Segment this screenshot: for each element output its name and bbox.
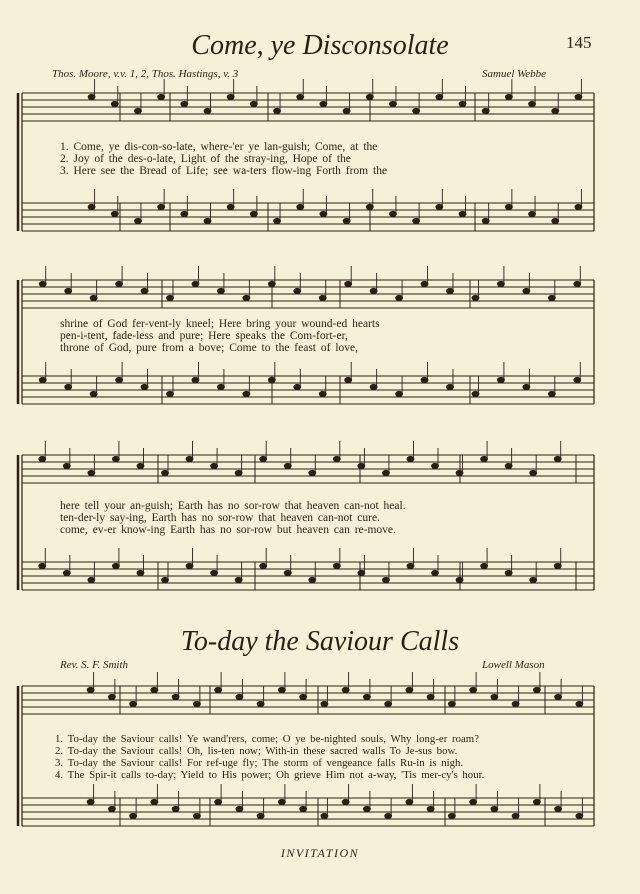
- lyric-line: throne of God, pure from a bove; Come to the feast of love,: [60, 342, 359, 354]
- lyric-line: here tell your an-guish; Earth has no sor-row that heaven can-not heal.: [60, 500, 406, 512]
- lyric-line: 2. To-day the Saviour calls! Oh, lis-ten now; With-in these sacred walls To Je-sus bow.: [55, 745, 458, 757]
- hymn-title: To-day the Saviour Calls: [180, 626, 460, 657]
- lyric-line: 1. To-day the Saviour calls! Ye wand'rers, come; O ye be-nighted souls, Why long-er roam?: [55, 733, 479, 745]
- page-number: 145: [566, 33, 592, 52]
- hymn-title: Come, ye Disconsolate: [191, 30, 449, 61]
- lyric-line: 1. Come, ye dis-con-so-late, where-'er ye lan-guish; Come, at the: [60, 141, 378, 153]
- lyric-line: ten-der-ly say-ing, Earth has no sor-row that heaven can-not cure.: [60, 512, 380, 524]
- music-credit: Samuel Webbe: [482, 68, 547, 80]
- verse-block: [55, 733, 484, 781]
- words-credit: Rev. S. F. Smith: [60, 659, 129, 671]
- verse-block: [60, 500, 406, 536]
- music-credit: Lowell Mason: [482, 659, 545, 671]
- lyric-line: pen-i-tent, fade-less and pure; Here speaks the Com-fort-er,: [60, 330, 348, 342]
- lyric-line: 3. To-day the Saviour calls! For ref-uge fly; The storm of vengeance falls Ru-in is nigh.: [55, 757, 464, 769]
- lyric-line: shrine of God fer-vent-ly kneel; Here bring your wound-ed hearts: [60, 318, 380, 330]
- words-credit: Thos. Moore, v.v. 1, 2, Thos. Hastings, v. 3: [52, 68, 239, 80]
- lyric-line: 3. Here see the Bread of Life; see wa-ters flow-ing Forth from the: [60, 165, 388, 177]
- lyric-line: 4. The Spir-it calls to-day; Yield to His power; Oh grieve Him not a-way, 'Tis mer-cy's hour.: [55, 769, 485, 781]
- verse-block: [60, 318, 380, 354]
- lyric-line: 2. Joy of the des-o-late, Light of the stray-ing, Hope of the: [60, 153, 351, 165]
- verse-block: [60, 141, 387, 177]
- lyric-line: come, ev-er know-ing Earth has no sor-row but heaven can re-move.: [60, 524, 396, 536]
- footer-caption: INVITATION: [280, 846, 360, 860]
